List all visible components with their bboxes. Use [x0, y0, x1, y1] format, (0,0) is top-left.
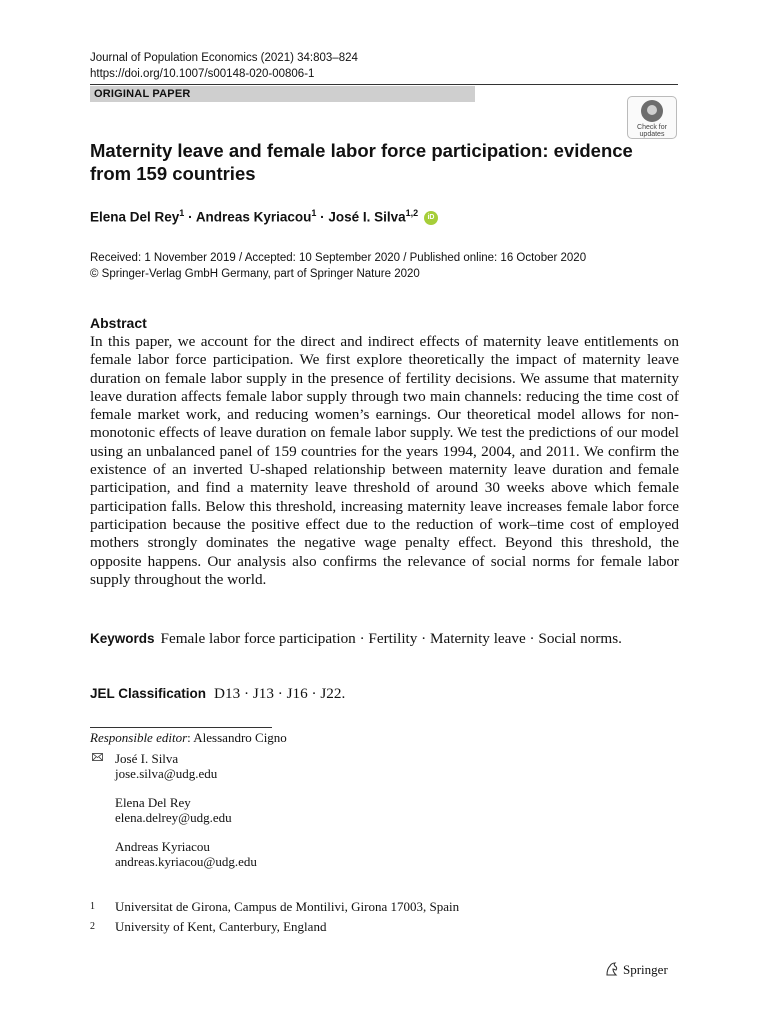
- author-list: [90, 208, 438, 225]
- doi-link[interactable]: https://doi.org/10.1007/s00148-020-00806-1: [90, 68, 315, 80]
- envelope-icon: [92, 753, 103, 761]
- author-affiliation-mark: 1,2: [405, 208, 419, 218]
- publisher-name: Springer: [623, 962, 668, 977]
- jel-label: JEL Classification: [90, 686, 207, 701]
- contact-email[interactable]: elena.delrey@udg.edu: [115, 810, 232, 825]
- check-for-updates-label: Check for updates: [637, 124, 667, 138]
- correspondence-list: [115, 751, 257, 883]
- affiliation-text: Universitat de Girona, Campus de Montilivi, Girona 17003, Spain: [115, 899, 460, 914]
- contact-name: Elena Del Rey: [115, 795, 191, 810]
- check-for-updates-icon: [641, 100, 663, 122]
- editor-label: Responsible editor: [90, 730, 188, 745]
- keywords-text: Female labor force participation · Fertility · Maternity leave · Social norms.: [160, 630, 622, 647]
- copyright-line: © Springer-Verlag GmbH Germany, part of Springer Nature 2020: [90, 268, 420, 280]
- keywords-label: Keywords: [90, 631, 155, 646]
- contact-email[interactable]: andreas.kyriacou@udg.edu: [115, 854, 257, 869]
- affiliation-text: University of Kent, Canterbury, England: [115, 919, 327, 934]
- abstract-heading: Abstract: [90, 315, 147, 331]
- author-affiliation-mark: 1: [311, 208, 317, 218]
- contact-entry: [115, 839, 257, 869]
- article-title: Maternity leave and female labor force participation: evidence from 159 countries: [90, 140, 633, 184]
- affiliation-number: 2: [90, 921, 95, 932]
- publication-dates: [90, 250, 586, 282]
- jel-codes: D13 · J13 · J16 · J22.: [214, 685, 346, 702]
- affiliation-2: [90, 919, 326, 934]
- keywords: [90, 630, 660, 649]
- dates-line: Received: 1 November 2019 / Accepted: 10 September 2020 / Published online: 16 October 2020: [90, 252, 587, 264]
- footnote-rule: [90, 727, 272, 728]
- author-name[interactable]: José I. Silva: [328, 209, 406, 225]
- contact-email[interactable]: jose.silva@udg.edu: [115, 766, 218, 781]
- orcid-icon[interactable]: iD: [424, 211, 438, 225]
- author-name[interactable]: Andreas Kyriacou: [195, 209, 312, 225]
- journal-citation: Journal of Population Economics (2021) 34:803–824: [90, 52, 358, 64]
- check-for-updates-button[interactable]: [627, 96, 677, 139]
- publisher-logo: [604, 961, 668, 978]
- journal-header: [90, 50, 358, 82]
- springer-horse-logo: [604, 961, 620, 977]
- jel-classification: [90, 685, 345, 703]
- author-separator: ·: [184, 209, 196, 225]
- author-name[interactable]: Elena Del Rey: [90, 209, 180, 225]
- author-separator: ·: [316, 209, 329, 225]
- author-affiliation-mark: 1: [179, 208, 185, 218]
- contact-name: José I. Silva: [115, 751, 179, 766]
- contact-entry: [115, 751, 257, 781]
- abstract-text: In this paper, we account for the direct and indirect effects of maternity leave entitlements on female labor force participation. We first explore theoretically the impact of maternity leave duration on female labor supply in the presence of fertility decisions. We assume that maternity leave duration affects female labor supply through two main channels: reducing the time cost of female market work, and reducing women’s earnings. Our theoretical model allows for non-monotonic effects of leave duration on female labor supply. We test the predictions of our model using an unbalanced panel of 159 countries for the years 1994, 2004, and 2011. We confirm the existence of an inverted U-shaped relationship between maternity leave duration and female participation, and find a maternity leave threshold of around 30 weeks above which female participation falls. Below this threshold, increasing maternity leave increases female labor force participation because the positive effect due to the reduction of work–time cost of employed mothers strongly dominates the negative wage penalty effect. Beyond this threshold, the opposite happens. Our analysis also confirms the relevance of social norms for female labor supply throughout the world.: [90, 333, 679, 588]
- affiliation-number: 1: [90, 901, 95, 912]
- editor-name: : Alessandro Cigno: [187, 730, 287, 745]
- header-rule: [90, 84, 678, 85]
- affiliation-1: [90, 899, 459, 914]
- responsible-editor: [90, 730, 287, 746]
- contact-name: Andreas Kyriacou: [115, 839, 210, 854]
- article-type-badge: ORIGINAL PAPER: [90, 86, 475, 102]
- contact-entry: [115, 795, 257, 825]
